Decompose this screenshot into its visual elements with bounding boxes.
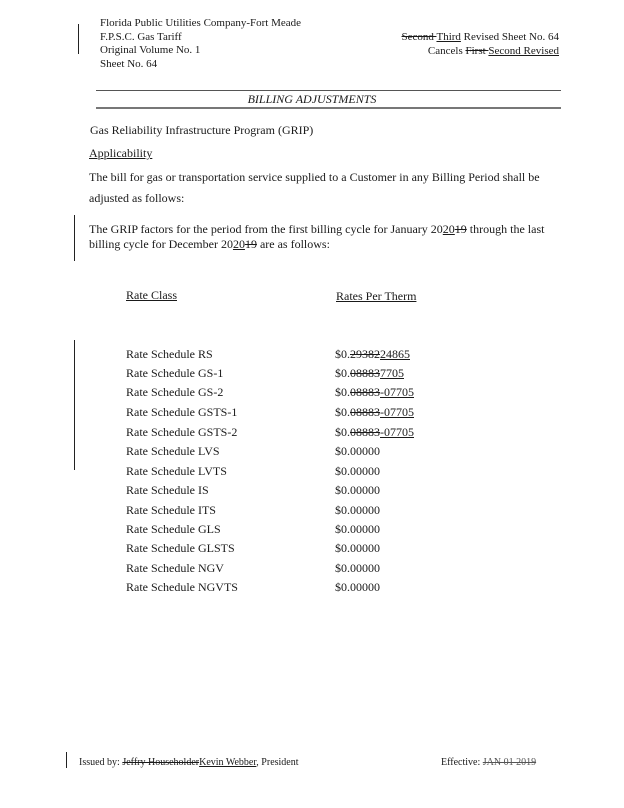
header-volume: Original Volume No. 1 bbox=[100, 44, 201, 56]
header-tariff: F.P.S.C. Gas Tariff bbox=[100, 30, 182, 43]
cancels-line bbox=[399, 45, 559, 59]
header-sheet: Sheet No. 64 bbox=[100, 57, 158, 70]
section-rule bbox=[96, 107, 561, 109]
rate-class-name: Rate Schedule GS-1 bbox=[126, 366, 224, 380]
effective-label: Effective: bbox=[441, 757, 483, 768]
rate-row bbox=[126, 347, 546, 365]
issued-struck-name: Jeffry Householder bbox=[122, 757, 200, 768]
rate-row bbox=[126, 522, 546, 540]
rate-value bbox=[335, 425, 414, 440]
header-left-block bbox=[100, 17, 301, 71]
revised-inserted: Third bbox=[436, 31, 461, 43]
rate-inserted: -07705 bbox=[380, 405, 414, 419]
cancels-struck: First bbox=[465, 44, 489, 57]
revision-bar-factors bbox=[74, 215, 75, 261]
cancels-inserted: Second Revised bbox=[488, 44, 559, 57]
rate-value: $0.00000 bbox=[335, 561, 380, 575]
header-company: Florida Public Utilities Company-Fort Meade bbox=[100, 17, 302, 29]
issued-label: Issued by: bbox=[79, 757, 123, 768]
rate-class-name: Rate Schedule NGVTS bbox=[126, 580, 238, 594]
rate-class-name: Rate Schedule IS bbox=[126, 483, 209, 497]
rate-value: $0.00000 bbox=[335, 444, 380, 458]
rate-inserted: -07705 bbox=[380, 425, 414, 439]
rate-value: $0.00000 bbox=[335, 541, 380, 555]
rate-value: $0.00000 bbox=[335, 503, 380, 517]
factors-l1-new-year: 20 bbox=[442, 222, 455, 236]
factors-l2-tail: are as follows: bbox=[256, 237, 330, 251]
rate-row bbox=[126, 444, 546, 462]
revised-sheet-line bbox=[399, 31, 559, 45]
rate-prefix: $0. bbox=[335, 385, 350, 399]
rate-inserted: -07705 bbox=[380, 385, 414, 399]
applicability-body-2: adjusted as follows: bbox=[89, 191, 185, 205]
rate-struck: 29382 bbox=[350, 347, 380, 361]
rate-row bbox=[126, 561, 546, 579]
factors-line-1 bbox=[89, 222, 544, 237]
issued-new-name: Kevin Webber bbox=[199, 757, 257, 768]
rate-value: $0.00000 bbox=[335, 464, 380, 478]
rate-row bbox=[126, 541, 546, 559]
revised-rest: Revised Sheet No. 64 bbox=[460, 31, 559, 43]
rate-struck: 08883 bbox=[350, 405, 380, 419]
revision-bar-header bbox=[78, 24, 79, 54]
factors-line-2 bbox=[89, 237, 330, 252]
revision-bar-rates bbox=[74, 340, 75, 470]
effective-struck-date: JAN 01 2019 bbox=[482, 757, 537, 768]
rate-struck: 08883 bbox=[350, 385, 380, 399]
rate-prefix: $0. bbox=[335, 425, 350, 439]
factors-l1-old-year: 19 bbox=[454, 222, 467, 236]
header-right-block bbox=[399, 31, 559, 58]
effective-date bbox=[441, 757, 536, 768]
rate-inserted: 7705 bbox=[380, 366, 404, 380]
cancels-prefix: Cancels bbox=[427, 44, 466, 57]
rate-inserted: 24865 bbox=[380, 347, 410, 361]
rate-value: $0.00000 bbox=[335, 483, 380, 497]
factors-l1-text: The GRIP factors for the period from the first billing cycle for January 20 bbox=[89, 222, 443, 236]
factors-l2-new-year: 20 bbox=[232, 237, 245, 251]
rate-row bbox=[126, 405, 546, 423]
rate-prefix: $0. bbox=[335, 366, 350, 380]
rate-class-name: Rate Schedule RS bbox=[126, 347, 213, 361]
rate-row bbox=[126, 503, 546, 521]
issued-title: , President bbox=[256, 757, 299, 768]
issued-by bbox=[79, 757, 299, 768]
rate-value bbox=[335, 405, 414, 420]
rate-row bbox=[126, 580, 546, 598]
col-header-rate-class: Rate Class bbox=[126, 288, 177, 302]
rate-class-name: Rate Schedule ITS bbox=[126, 503, 216, 517]
col-header-rates-per-therm: Rates Per Therm bbox=[336, 289, 417, 303]
rate-class-name: Rate Schedule GS-2 bbox=[126, 385, 224, 399]
rate-row bbox=[126, 464, 546, 482]
top-rule bbox=[96, 90, 561, 91]
rate-value: $0.00000 bbox=[335, 580, 380, 594]
factors-l2-text: billing cycle for December 20 bbox=[89, 237, 233, 251]
rate-class-name: Rate Schedule GSTS-2 bbox=[126, 425, 238, 439]
rate-class-name: Rate Schedule GLS bbox=[126, 522, 221, 536]
applicability-body-1: The bill for gas or transportation service supplied to a Customer in any Billing Period shall be bbox=[89, 170, 540, 184]
rate-prefix: $0. bbox=[335, 347, 350, 361]
rate-class-name: Rate Schedule GSTS-1 bbox=[126, 405, 238, 419]
rate-prefix: $0. bbox=[335, 405, 350, 419]
rate-struck: 08883 bbox=[350, 366, 380, 380]
rate-class-name: Rate Schedule LVTS bbox=[126, 464, 227, 478]
program-title: Gas Reliability Infrastructure Program (GRIP) bbox=[90, 123, 314, 137]
section-title: BILLING ADJUSTMENTS bbox=[247, 92, 377, 106]
rate-class-name: Rate Schedule LVS bbox=[126, 444, 220, 458]
rate-row bbox=[126, 366, 546, 384]
rate-value bbox=[335, 366, 404, 381]
rate-value bbox=[335, 347, 410, 362]
rate-value: $0.00000 bbox=[335, 522, 380, 536]
rate-row bbox=[126, 385, 546, 403]
rate-class-name: Rate Schedule GLSTS bbox=[126, 541, 235, 555]
revision-bar-footer bbox=[66, 752, 67, 768]
rate-class-name: Rate Schedule NGV bbox=[126, 561, 224, 575]
applicability-heading: Applicability bbox=[89, 146, 153, 160]
rate-struck: 08883 bbox=[350, 425, 380, 439]
factors-l2-old-year: 19 bbox=[244, 237, 257, 251]
revised-struck: Second bbox=[401, 31, 437, 43]
factors-l1-tail: through the last bbox=[466, 222, 545, 236]
rate-value bbox=[335, 385, 414, 400]
rate-row bbox=[126, 483, 546, 501]
rate-row bbox=[126, 425, 546, 443]
